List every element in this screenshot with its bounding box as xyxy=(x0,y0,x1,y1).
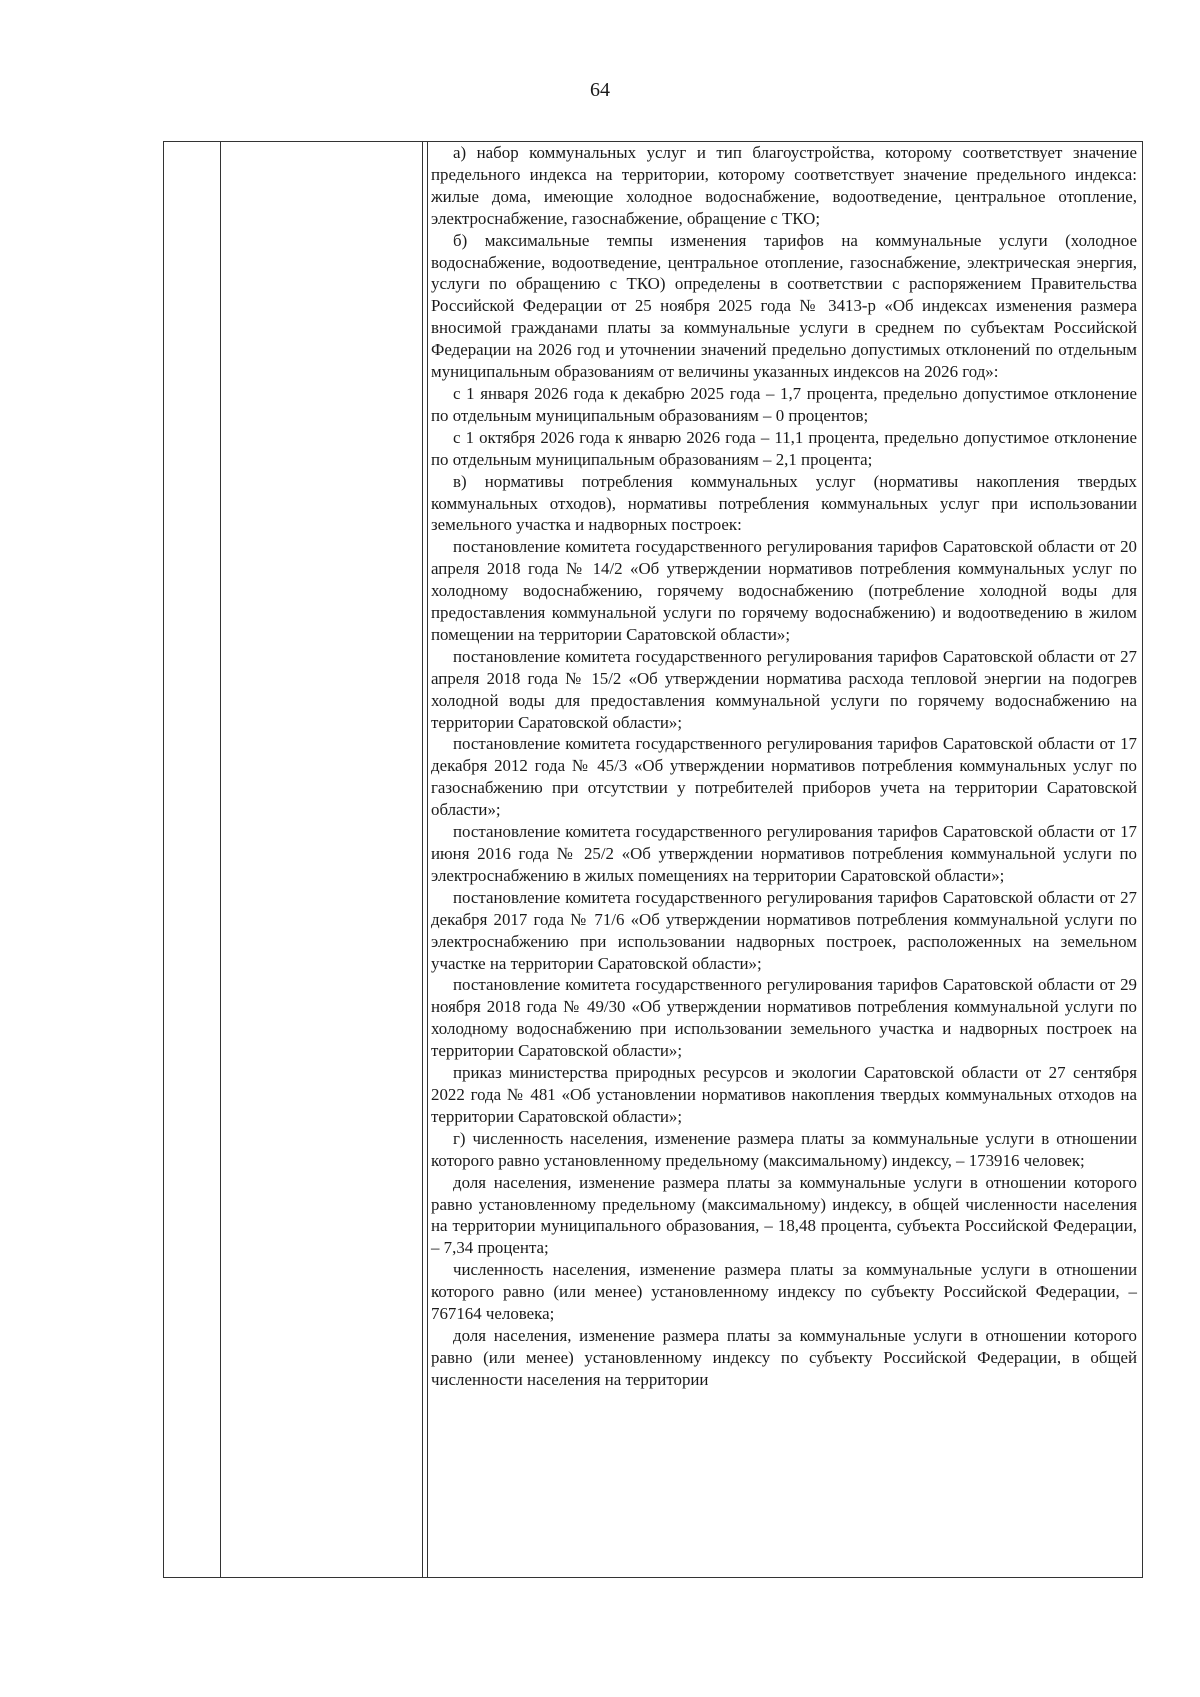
table-cell-content xyxy=(431,142,1137,1391)
paragraph: постановление комитета государственного регулирования тарифов Саратовской области от 27 апреля 2018 года № 15/2 «Об утверждении норматива расхода тепловой энергии на подогрев холодной воды для предоставления коммунальной услуги по горячему водоснабжению на территории Саратовской области»; xyxy=(431,646,1137,732)
paragraph: с 1 января 2026 года к декабрю 2025 года – 1,7 процента, предельно допустимое отклонение по отдельным муниципальным образованиям – 0 процентов; xyxy=(431,383,1137,425)
page-number: 64 xyxy=(590,79,610,101)
paragraph: с 1 октября 2026 года к январю 2026 года – 11,1 процента, предельно допустимое отклонение по отдельным муниципальным образованиям – 2,1 процента; xyxy=(431,427,1137,469)
paragraph: а) набор коммунальных услуг и тип благоустройства, которому соответствует значение предельного индекса на территории, которому соответствует значение предельного индекса: жилые дома, имеющие холодное водоснабжение, водоотведение, центральное отопление, электроснабжение, газоснабжение, обращение с ТКО; xyxy=(431,143,1137,228)
paragraph: постановление комитета государственного регулирования тарифов Саратовской области от 29 ноября 2018 года № 49/30 «Об утверждении нормативов потребления коммунальной услуги по холодному водоснабжению при использовании земельного участка и надворных построек на территории Саратовской области»; xyxy=(431,975,1137,1061)
paragraph: б) максимальные темпы изменения тарифов на коммунальные услуги (холодное водоснабжение, водоотведение, центральное отопление, газоснабжение, электрическая энергия, услуги по обращению с ТКО) определены в соответствии с распоряжением Правительства Российской Федерации от 25 ноября 2025 года № 3413-р «Об индексах изменения размера вносимой гражданами платы за коммунальные услуги в среднем по субъектам Российской Федерации на 2026 год и уточнении значений предельно допустимых отклонений по отдельным муниципальным образованиям от величины указанных индексов на 2026 год»: xyxy=(431,230,1137,382)
paragraph: постановление комитета государственного регулирования тарифов Саратовской области от 17 декабря 2012 года № 45/3 «Об утверждении нормативов потребления коммунальных услуг по газоснабжению при отсутствии у потребителей приборов учета на территории Саратовской области»; xyxy=(431,734,1137,820)
paragraph: постановление комитета государственного регулирования тарифов Саратовской области от 17 июня 2016 года № 25/2 «Об утверждении нормативов потребления коммунальной услуги по электроснабжению в жилых помещениях на территории Саратовской области»; xyxy=(431,822,1137,885)
paragraph: доля населения, изменение размера платы за коммунальные услуги в отношении которого равно (или менее) установленному индексу по субъекту Российской Федерации, в общей численности населения на территории xyxy=(431,1325,1137,1389)
paragraph: постановление комитета государственного регулирования тарифов Саратовской области от 27 декабря 2017 года № 71/6 «Об утверждении нормативов потребления коммунальной услуги по электроснабжению при использовании надворных построек, расположенных на земельном участке на территории Саратовской области»; xyxy=(431,887,1137,973)
column-divider xyxy=(422,142,423,1577)
paragraph: численность населения, изменение размера платы за коммунальные услуги в отношении которого равно (или менее) установленному индексу по субъекту Российской Федерации, – 767164 человека; xyxy=(431,1260,1137,1324)
column-divider xyxy=(427,142,428,1577)
paragraph: доля населения, изменение размера платы за коммунальные услуги в отношении которого равно установленному предельному (максимальному) индексу, в общей численности населения на территории муниципального образования, – 18,48 процента, субъекта Российской Федерации, – 7,34 процента; xyxy=(431,1172,1137,1258)
column-divider xyxy=(220,142,221,1577)
paragraph: г) численность населения, изменение размера платы за коммунальные услуги в отношении которого равно установленному предельному (максимальному) индексу, – 173916 человек; xyxy=(431,1128,1137,1170)
document-table xyxy=(163,141,1143,1578)
paragraph: приказ министерства природных ресурсов и экологии Саратовской области от 27 сентября 2022 года № 481 «Об установлении нормативов накопления твердых коммунальных отходов на территории Саратовской области»; xyxy=(431,1063,1137,1126)
paragraph: в) нормативы потребления коммунальных услуг (нормативы накопления твердых коммунальных отходов), нормативы потребления коммунальных услуг при использовании земельного участка и надворных построек: xyxy=(431,471,1137,535)
paragraph: постановление комитета государственного регулирования тарифов Саратовской области от 20 апреля 2018 года № 14/2 «Об утверждении нормативов потребления коммунальных услуг по холодному водоснабжению, горячему водоснабжению (потребление холодной воды для предоставления коммунальной услуги по горячему водоснабжению) и водоотведению в жилом помещении на территории Саратовской области»; xyxy=(431,537,1137,644)
